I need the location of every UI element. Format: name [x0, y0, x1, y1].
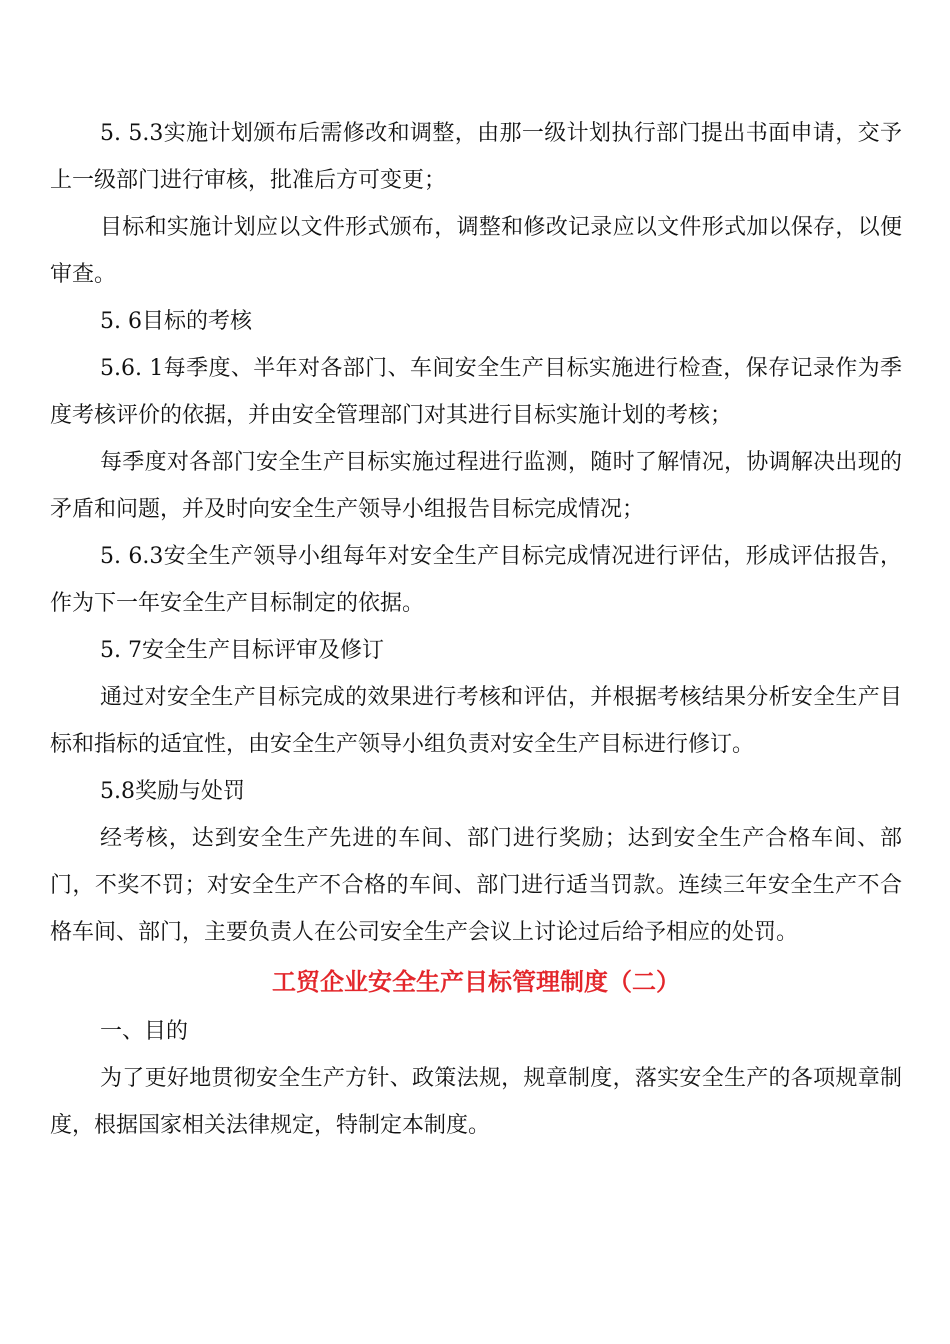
paragraph-5-6-3: 5. 6.3安全生产领导小组每年对安全生产目标完成情况进行评估，形成评估报告，作为下一年安全生产目标制定的依据。 [50, 544, 902, 616]
paragraph-review-revision: 通过对安全生产目标完成的效果进行考核和评估，并根据考核结果分析安全生产目标和指标的适宜性，由安全生产领导小组负责对安全生产目标进行修订。 [50, 685, 902, 757]
section-heading-purpose: 一、目的 [100, 1019, 189, 1044]
paragraph-5-5-3: 5. 5.3实施计划颁布后需修改和调整，由那一级计划执行部门提出书面申请，交予上一级部门进行审核，批准后方可变更； [50, 121, 902, 193]
paragraph-5-6-1: 5.6. 1每季度、半年对各部门、车间安全生产目标实施进行检查，保存记录作为季度考核评价的依据，并由安全管理部门对其进行目标实施计划的考核； [50, 356, 902, 428]
section-heading-5-7: 5. 7安全生产目标评审及修订 [100, 638, 384, 663]
paragraph-rewards-penalties: 经考核，达到安全生产先进的车间、部门进行奖励；达到安全生产合格车间、部门，不奖不罚；对安全生产不合格的车间、部门进行适当罚款。连续三年安全生产不合格车间、部门，主要负责人在公司安全生产会议上讨论过后给予相应的处罚。 [50, 826, 902, 945]
section-heading-5-6: 5. 6目标的考核 [100, 309, 252, 334]
document-title-part-two: 工贸企业安全生产目标管理制度（二） [272, 967, 680, 996]
paragraph-purpose: 为了更好地贯彻安全生产方针、政策法规，规章制度，落实安全生产的各项规章制度，根据国家相关法律规定，特制定本制度。 [50, 1066, 902, 1138]
section-heading-5-8: 5.8奖励与处罚 [100, 779, 245, 804]
document-page [50, 110, 902, 1149]
paragraph-quarterly-monitoring: 每季度对各部门安全生产目标实施过程进行监测，随时了解情况，协调解决出现的矛盾和问题，并及时向安全生产领导小组报告目标完成情况； [50, 450, 902, 522]
paragraph-publish-records: 目标和实施计划应以文件形式颁布，调整和修改记录应以文件形式加以保存，以便审查。 [50, 215, 902, 287]
